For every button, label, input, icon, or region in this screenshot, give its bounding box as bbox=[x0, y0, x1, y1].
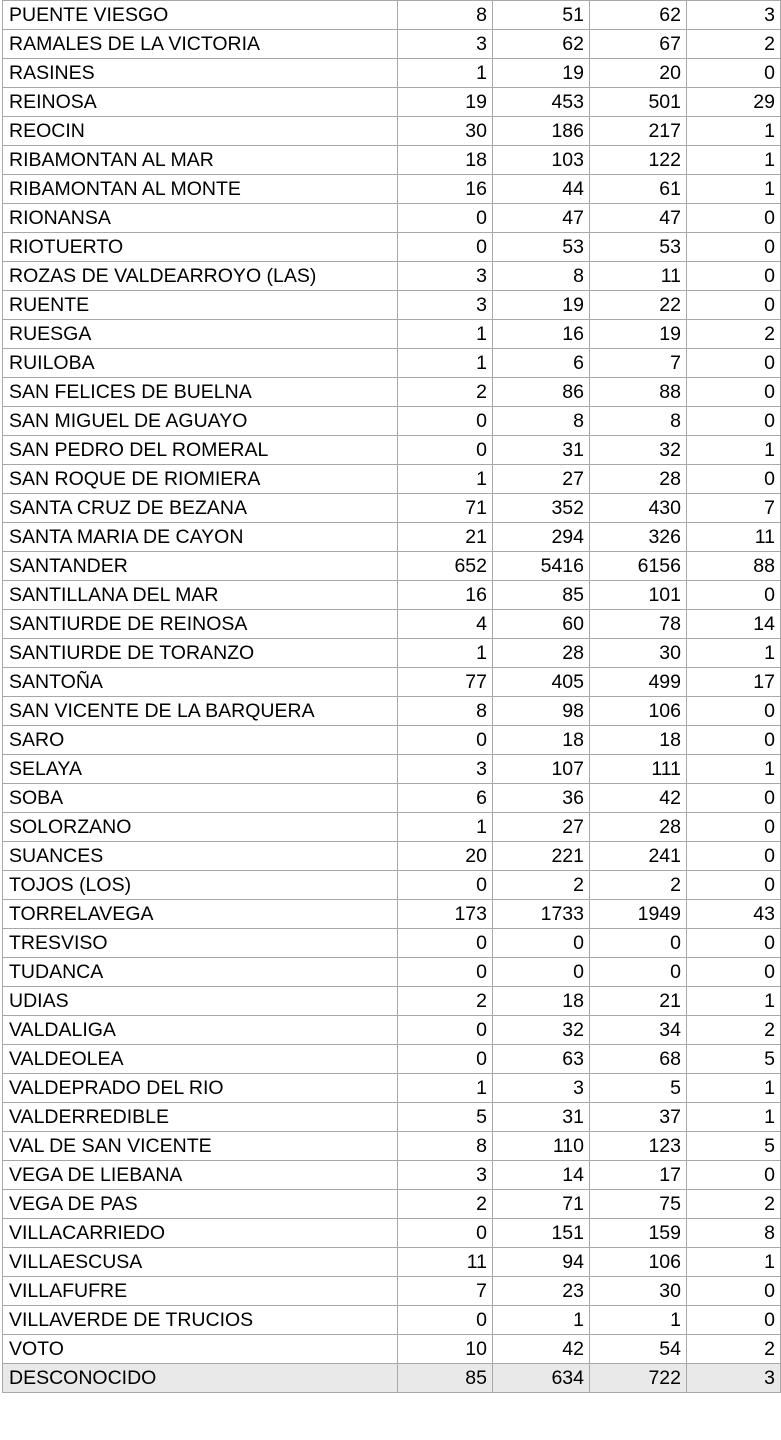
value-cell-2: 27 bbox=[493, 465, 590, 494]
value-cell-3: 430 bbox=[590, 494, 687, 523]
value-cell-1: 16 bbox=[398, 581, 493, 610]
value-cell-3: 30 bbox=[590, 1277, 687, 1306]
value-cell-4: 1 bbox=[687, 755, 781, 784]
table-row bbox=[3, 1, 781, 30]
table-row bbox=[3, 1364, 781, 1393]
value-cell-3: 0 bbox=[590, 958, 687, 987]
table-row bbox=[3, 1219, 781, 1248]
value-cell-3: 28 bbox=[590, 813, 687, 842]
value-cell-4: 0 bbox=[687, 697, 781, 726]
value-cell-2: 0 bbox=[493, 958, 590, 987]
value-cell-2: 53 bbox=[493, 233, 590, 262]
municipality-cell: UDIAS bbox=[3, 987, 398, 1016]
value-cell-3: 122 bbox=[590, 146, 687, 175]
value-cell-4: 1 bbox=[687, 146, 781, 175]
table-row bbox=[3, 1248, 781, 1277]
value-cell-1: 3 bbox=[398, 755, 493, 784]
municipality-cell: SARO bbox=[3, 726, 398, 755]
table-row bbox=[3, 378, 781, 407]
value-cell-4: 1 bbox=[687, 175, 781, 204]
table-row bbox=[3, 552, 781, 581]
table-row bbox=[3, 813, 781, 842]
value-cell-4: 2 bbox=[687, 1335, 781, 1364]
value-cell-3: 62 bbox=[590, 1, 687, 30]
municipality-cell: SAN VICENTE DE LA BARQUERA bbox=[3, 697, 398, 726]
value-cell-3: 241 bbox=[590, 842, 687, 871]
table-row bbox=[3, 726, 781, 755]
table-row bbox=[3, 987, 781, 1016]
value-cell-2: 62 bbox=[493, 30, 590, 59]
table-row bbox=[3, 1161, 781, 1190]
value-cell-4: 0 bbox=[687, 59, 781, 88]
value-cell-1: 1 bbox=[398, 813, 493, 842]
value-cell-1: 0 bbox=[398, 1306, 493, 1335]
value-cell-2: 23 bbox=[493, 1277, 590, 1306]
value-cell-2: 453 bbox=[493, 88, 590, 117]
value-cell-2: 42 bbox=[493, 1335, 590, 1364]
municipality-cell: PUENTE VIESGO bbox=[3, 1, 398, 30]
value-cell-2: 14 bbox=[493, 1161, 590, 1190]
value-cell-3: 30 bbox=[590, 639, 687, 668]
value-cell-4: 8 bbox=[687, 1219, 781, 1248]
value-cell-2: 63 bbox=[493, 1045, 590, 1074]
municipality-cell: VALDERREDIBLE bbox=[3, 1103, 398, 1132]
value-cell-1: 77 bbox=[398, 668, 493, 697]
value-cell-1: 173 bbox=[398, 900, 493, 929]
value-cell-1: 0 bbox=[398, 436, 493, 465]
value-cell-3: 37 bbox=[590, 1103, 687, 1132]
municipality-cell: VILLAFUFRE bbox=[3, 1277, 398, 1306]
table-row bbox=[3, 262, 781, 291]
value-cell-2: 3 bbox=[493, 1074, 590, 1103]
value-cell-1: 8 bbox=[398, 1, 493, 30]
table-row bbox=[3, 320, 781, 349]
municipality-cell: SOLORZANO bbox=[3, 813, 398, 842]
value-cell-3: 21 bbox=[590, 987, 687, 1016]
municipality-cell: SANTA MARIA DE CAYON bbox=[3, 523, 398, 552]
table-row bbox=[3, 697, 781, 726]
value-cell-4: 0 bbox=[687, 958, 781, 987]
table-row bbox=[3, 639, 781, 668]
value-cell-1: 0 bbox=[398, 407, 493, 436]
table-row bbox=[3, 349, 781, 378]
value-cell-2: 107 bbox=[493, 755, 590, 784]
value-cell-1: 5 bbox=[398, 1103, 493, 1132]
value-cell-4: 1 bbox=[687, 1248, 781, 1277]
value-cell-3: 54 bbox=[590, 1335, 687, 1364]
value-cell-2: 28 bbox=[493, 639, 590, 668]
value-cell-1: 3 bbox=[398, 30, 493, 59]
value-cell-1: 18 bbox=[398, 146, 493, 175]
value-cell-2: 634 bbox=[493, 1364, 590, 1393]
value-cell-1: 0 bbox=[398, 204, 493, 233]
table-row bbox=[3, 204, 781, 233]
value-cell-2: 5416 bbox=[493, 552, 590, 581]
value-cell-3: 34 bbox=[590, 1016, 687, 1045]
municipality-cell: SANTOÑA bbox=[3, 668, 398, 697]
value-cell-3: 106 bbox=[590, 1248, 687, 1277]
municipality-cell: VALDEOLEA bbox=[3, 1045, 398, 1074]
value-cell-4: 0 bbox=[687, 465, 781, 494]
value-cell-2: 19 bbox=[493, 291, 590, 320]
value-cell-1: 0 bbox=[398, 1045, 493, 1074]
municipality-cell: RIONANSA bbox=[3, 204, 398, 233]
value-cell-4: 1 bbox=[687, 639, 781, 668]
table-row bbox=[3, 407, 781, 436]
table-row bbox=[3, 581, 781, 610]
value-cell-3: 5 bbox=[590, 1074, 687, 1103]
municipality-cell: SANTA CRUZ DE BEZANA bbox=[3, 494, 398, 523]
municipality-cell: TORRELAVEGA bbox=[3, 900, 398, 929]
municipality-cell: RIOTUERTO bbox=[3, 233, 398, 262]
value-cell-3: 106 bbox=[590, 697, 687, 726]
municipality-cell: RUESGA bbox=[3, 320, 398, 349]
table-row bbox=[3, 175, 781, 204]
table-row bbox=[3, 1074, 781, 1103]
value-cell-2: 352 bbox=[493, 494, 590, 523]
value-cell-4: 2 bbox=[687, 1190, 781, 1219]
value-cell-1: 0 bbox=[398, 929, 493, 958]
value-cell-4: 0 bbox=[687, 871, 781, 900]
value-cell-2: 71 bbox=[493, 1190, 590, 1219]
value-cell-3: 1949 bbox=[590, 900, 687, 929]
table-row bbox=[3, 59, 781, 88]
value-cell-1: 3 bbox=[398, 1161, 493, 1190]
value-cell-1: 6 bbox=[398, 784, 493, 813]
table-row bbox=[3, 1045, 781, 1074]
value-cell-4: 88 bbox=[687, 552, 781, 581]
table-row bbox=[3, 1190, 781, 1219]
table-row bbox=[3, 88, 781, 117]
value-cell-2: 294 bbox=[493, 523, 590, 552]
value-cell-3: 20 bbox=[590, 59, 687, 88]
value-cell-1: 652 bbox=[398, 552, 493, 581]
municipality-cell: RIBAMONTAN AL MONTE bbox=[3, 175, 398, 204]
value-cell-4: 0 bbox=[687, 378, 781, 407]
table-row bbox=[3, 610, 781, 639]
value-cell-1: 4 bbox=[398, 610, 493, 639]
value-cell-3: 11 bbox=[590, 262, 687, 291]
table-row bbox=[3, 146, 781, 175]
table-row bbox=[3, 1016, 781, 1045]
value-cell-3: 8 bbox=[590, 407, 687, 436]
table-row bbox=[3, 523, 781, 552]
value-cell-1: 16 bbox=[398, 175, 493, 204]
value-cell-2: 32 bbox=[493, 1016, 590, 1045]
municipality-cell: SUANCES bbox=[3, 842, 398, 871]
value-cell-2: 94 bbox=[493, 1248, 590, 1277]
value-cell-1: 0 bbox=[398, 871, 493, 900]
municipality-cell: VALDEPRADO DEL RIO bbox=[3, 1074, 398, 1103]
table-row bbox=[3, 30, 781, 59]
municipality-cell: VOTO bbox=[3, 1335, 398, 1364]
municipality-cell: ROZAS DE VALDEARROYO (LAS) bbox=[3, 262, 398, 291]
municipality-table bbox=[2, 0, 781, 1393]
value-cell-4: 5 bbox=[687, 1045, 781, 1074]
value-cell-4: 0 bbox=[687, 204, 781, 233]
value-cell-3: 32 bbox=[590, 436, 687, 465]
value-cell-2: 60 bbox=[493, 610, 590, 639]
value-cell-4: 1 bbox=[687, 436, 781, 465]
table-row bbox=[3, 436, 781, 465]
value-cell-2: 44 bbox=[493, 175, 590, 204]
value-cell-4: 0 bbox=[687, 842, 781, 871]
value-cell-2: 86 bbox=[493, 378, 590, 407]
value-cell-1: 7 bbox=[398, 1277, 493, 1306]
table-row bbox=[3, 233, 781, 262]
value-cell-4: 29 bbox=[687, 88, 781, 117]
value-cell-3: 42 bbox=[590, 784, 687, 813]
value-cell-2: 6 bbox=[493, 349, 590, 378]
municipality-cell: SAN PEDRO DEL ROMERAL bbox=[3, 436, 398, 465]
value-cell-4: 0 bbox=[687, 1277, 781, 1306]
municipality-cell: REINOSA bbox=[3, 88, 398, 117]
value-cell-4: 17 bbox=[687, 668, 781, 697]
value-cell-3: 1 bbox=[590, 1306, 687, 1335]
value-cell-1: 19 bbox=[398, 88, 493, 117]
table-row bbox=[3, 1277, 781, 1306]
table-row bbox=[3, 784, 781, 813]
value-cell-1: 0 bbox=[398, 1219, 493, 1248]
value-cell-2: 1 bbox=[493, 1306, 590, 1335]
table-row bbox=[3, 755, 781, 784]
value-cell-1: 1 bbox=[398, 639, 493, 668]
value-cell-4: 3 bbox=[687, 1, 781, 30]
value-cell-1: 85 bbox=[398, 1364, 493, 1393]
value-cell-2: 151 bbox=[493, 1219, 590, 1248]
value-cell-2: 1733 bbox=[493, 900, 590, 929]
table-row bbox=[3, 929, 781, 958]
value-cell-3: 111 bbox=[590, 755, 687, 784]
value-cell-3: 75 bbox=[590, 1190, 687, 1219]
value-cell-2: 103 bbox=[493, 146, 590, 175]
value-cell-3: 17 bbox=[590, 1161, 687, 1190]
value-cell-2: 221 bbox=[493, 842, 590, 871]
municipality-cell: TRESVISO bbox=[3, 929, 398, 958]
municipality-cell: VAL DE SAN VICENTE bbox=[3, 1132, 398, 1161]
value-cell-4: 0 bbox=[687, 929, 781, 958]
value-cell-2: 51 bbox=[493, 1, 590, 30]
value-cell-4: 1 bbox=[687, 1074, 781, 1103]
municipality-cell: VILLAVERDE DE TRUCIOS bbox=[3, 1306, 398, 1335]
value-cell-1: 2 bbox=[398, 1190, 493, 1219]
table-row bbox=[3, 900, 781, 929]
value-cell-3: 722 bbox=[590, 1364, 687, 1393]
value-cell-3: 501 bbox=[590, 88, 687, 117]
value-cell-4: 5 bbox=[687, 1132, 781, 1161]
value-cell-4: 7 bbox=[687, 494, 781, 523]
table-row bbox=[3, 1132, 781, 1161]
table-row bbox=[3, 465, 781, 494]
table-row bbox=[3, 1306, 781, 1335]
municipality-cell: SANTANDER bbox=[3, 552, 398, 581]
value-cell-4: 11 bbox=[687, 523, 781, 552]
table-row bbox=[3, 958, 781, 987]
value-cell-3: 2 bbox=[590, 871, 687, 900]
value-cell-4: 0 bbox=[687, 581, 781, 610]
value-cell-1: 1 bbox=[398, 465, 493, 494]
value-cell-1: 8 bbox=[398, 1132, 493, 1161]
value-cell-4: 1 bbox=[687, 117, 781, 146]
value-cell-1: 2 bbox=[398, 987, 493, 1016]
municipality-cell: VALDALIGA bbox=[3, 1016, 398, 1045]
value-cell-1: 0 bbox=[398, 233, 493, 262]
value-cell-4: 0 bbox=[687, 291, 781, 320]
value-cell-3: 67 bbox=[590, 30, 687, 59]
municipality-cell: SAN MIGUEL DE AGUAYO bbox=[3, 407, 398, 436]
value-cell-2: 186 bbox=[493, 117, 590, 146]
value-cell-4: 0 bbox=[687, 813, 781, 842]
municipality-cell: RIBAMONTAN AL MAR bbox=[3, 146, 398, 175]
value-cell-4: 0 bbox=[687, 1306, 781, 1335]
value-cell-2: 8 bbox=[493, 262, 590, 291]
value-cell-2: 36 bbox=[493, 784, 590, 813]
value-cell-4: 0 bbox=[687, 349, 781, 378]
municipality-cell: VEGA DE PAS bbox=[3, 1190, 398, 1219]
value-cell-1: 71 bbox=[398, 494, 493, 523]
table-row bbox=[3, 1103, 781, 1132]
value-cell-2: 18 bbox=[493, 726, 590, 755]
municipality-cell: VILLAESCUSA bbox=[3, 1248, 398, 1277]
value-cell-1: 0 bbox=[398, 726, 493, 755]
value-cell-3: 28 bbox=[590, 465, 687, 494]
value-cell-2: 85 bbox=[493, 581, 590, 610]
value-cell-1: 1 bbox=[398, 349, 493, 378]
municipality-cell: DESCONOCIDO bbox=[3, 1364, 398, 1393]
value-cell-4: 1 bbox=[687, 1103, 781, 1132]
value-cell-3: 499 bbox=[590, 668, 687, 697]
table-row bbox=[3, 1335, 781, 1364]
value-cell-2: 31 bbox=[493, 436, 590, 465]
municipality-cell: VEGA DE LIEBANA bbox=[3, 1161, 398, 1190]
value-cell-2: 8 bbox=[493, 407, 590, 436]
value-cell-2: 19 bbox=[493, 59, 590, 88]
value-cell-2: 27 bbox=[493, 813, 590, 842]
value-cell-3: 159 bbox=[590, 1219, 687, 1248]
table-row bbox=[3, 494, 781, 523]
municipality-cell: REOCIN bbox=[3, 117, 398, 146]
value-cell-1: 1 bbox=[398, 59, 493, 88]
value-cell-2: 16 bbox=[493, 320, 590, 349]
municipality-cell: TOJOS (LOS) bbox=[3, 871, 398, 900]
value-cell-3: 68 bbox=[590, 1045, 687, 1074]
value-cell-3: 6156 bbox=[590, 552, 687, 581]
table-row bbox=[3, 291, 781, 320]
value-cell-4: 0 bbox=[687, 784, 781, 813]
value-cell-3: 53 bbox=[590, 233, 687, 262]
value-cell-1: 20 bbox=[398, 842, 493, 871]
value-cell-3: 326 bbox=[590, 523, 687, 552]
value-cell-2: 18 bbox=[493, 987, 590, 1016]
value-cell-1: 10 bbox=[398, 1335, 493, 1364]
value-cell-2: 31 bbox=[493, 1103, 590, 1132]
value-cell-4: 0 bbox=[687, 262, 781, 291]
value-cell-4: 0 bbox=[687, 726, 781, 755]
municipality-cell: TUDANCA bbox=[3, 958, 398, 987]
value-cell-2: 0 bbox=[493, 929, 590, 958]
table-row bbox=[3, 117, 781, 146]
value-cell-1: 30 bbox=[398, 117, 493, 146]
value-cell-4: 14 bbox=[687, 610, 781, 639]
municipality-cell: RASINES bbox=[3, 59, 398, 88]
value-cell-1: 1 bbox=[398, 1074, 493, 1103]
value-cell-1: 1 bbox=[398, 320, 493, 349]
municipality-cell: SANTIURDE DE REINOSA bbox=[3, 610, 398, 639]
value-cell-3: 61 bbox=[590, 175, 687, 204]
value-cell-1: 8 bbox=[398, 697, 493, 726]
value-cell-4: 0 bbox=[687, 407, 781, 436]
value-cell-3: 123 bbox=[590, 1132, 687, 1161]
value-cell-4: 2 bbox=[687, 1016, 781, 1045]
value-cell-4: 0 bbox=[687, 1161, 781, 1190]
municipality-cell: RAMALES DE LA VICTORIA bbox=[3, 30, 398, 59]
table-row bbox=[3, 668, 781, 697]
value-cell-2: 2 bbox=[493, 871, 590, 900]
value-cell-3: 101 bbox=[590, 581, 687, 610]
table-row bbox=[3, 842, 781, 871]
value-cell-4: 43 bbox=[687, 900, 781, 929]
value-cell-3: 47 bbox=[590, 204, 687, 233]
table-row bbox=[3, 871, 781, 900]
value-cell-3: 22 bbox=[590, 291, 687, 320]
municipality-cell: RUENTE bbox=[3, 291, 398, 320]
value-cell-1: 0 bbox=[398, 958, 493, 987]
municipality-cell: SOBA bbox=[3, 784, 398, 813]
value-cell-2: 98 bbox=[493, 697, 590, 726]
value-cell-2: 110 bbox=[493, 1132, 590, 1161]
value-cell-1: 21 bbox=[398, 523, 493, 552]
value-cell-1: 3 bbox=[398, 262, 493, 291]
value-cell-1: 2 bbox=[398, 378, 493, 407]
value-cell-3: 19 bbox=[590, 320, 687, 349]
value-cell-1: 3 bbox=[398, 291, 493, 320]
value-cell-3: 217 bbox=[590, 117, 687, 146]
value-cell-3: 7 bbox=[590, 349, 687, 378]
value-cell-3: 0 bbox=[590, 929, 687, 958]
value-cell-3: 18 bbox=[590, 726, 687, 755]
value-cell-4: 2 bbox=[687, 320, 781, 349]
value-cell-1: 11 bbox=[398, 1248, 493, 1277]
municipality-cell: SELAYA bbox=[3, 755, 398, 784]
municipality-cell: SAN ROQUE DE RIOMIERA bbox=[3, 465, 398, 494]
municipality-cell: RUILOBA bbox=[3, 349, 398, 378]
value-cell-4: 1 bbox=[687, 987, 781, 1016]
value-cell-4: 0 bbox=[687, 233, 781, 262]
municipality-cell: SANTILLANA DEL MAR bbox=[3, 581, 398, 610]
municipality-cell: SAN FELICES DE BUELNA bbox=[3, 378, 398, 407]
municipality-cell: VILLACARRIEDO bbox=[3, 1219, 398, 1248]
value-cell-3: 88 bbox=[590, 378, 687, 407]
table-body bbox=[3, 1, 781, 1393]
value-cell-3: 78 bbox=[590, 610, 687, 639]
value-cell-1: 0 bbox=[398, 1016, 493, 1045]
value-cell-4: 2 bbox=[687, 30, 781, 59]
value-cell-2: 405 bbox=[493, 668, 590, 697]
value-cell-2: 47 bbox=[493, 204, 590, 233]
municipality-cell: SANTIURDE DE TORANZO bbox=[3, 639, 398, 668]
value-cell-4: 3 bbox=[687, 1364, 781, 1393]
